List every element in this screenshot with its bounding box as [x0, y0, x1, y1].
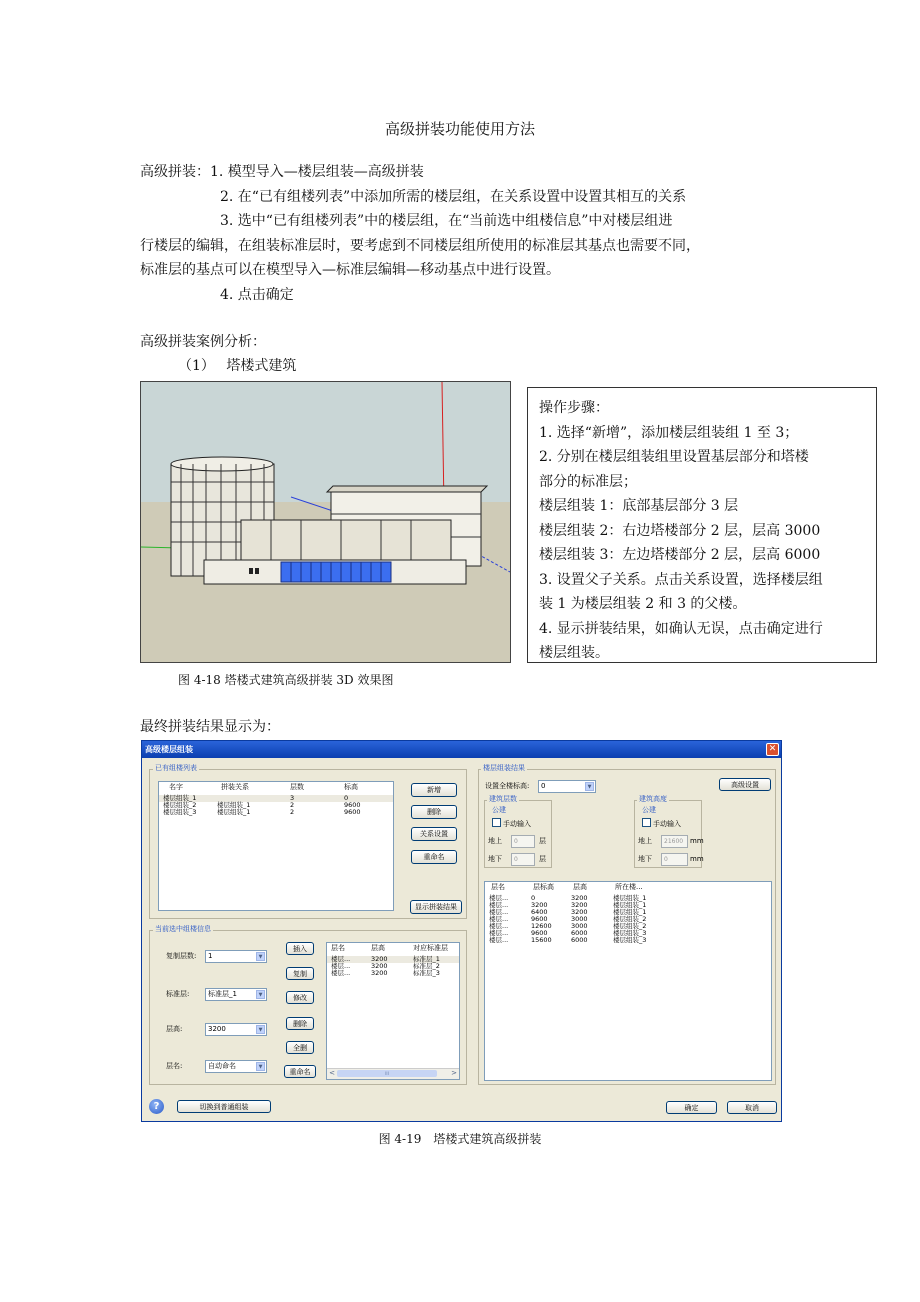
steps-line: 装 1 为楼层组装 2 和 3 的父楼。: [539, 596, 747, 612]
cell: 楼层组装_1: [613, 894, 647, 902]
advanced-floor-assembly-dialog: [141, 740, 782, 1122]
cell: 楼层...: [489, 922, 509, 930]
standard-floor-label: 标准层:: [166, 990, 190, 998]
cell: 楼层...: [489, 901, 509, 909]
figure-caption-4-19: 图 4-19 塔楼式建筑高级拼装: [378, 1132, 542, 1146]
delete-floor-button[interactable]: 删除: [286, 1017, 314, 1030]
col-name: 名字: [169, 783, 183, 791]
chevron-down-icon[interactable]: ▼: [256, 952, 265, 961]
steps-line: 3. 设置父子关系。点击关系设置，选择楼层组: [539, 571, 823, 588]
elevation-label: 设置全楼标高:: [485, 782, 530, 790]
checkbox-icon[interactable]: [492, 818, 501, 827]
delete-group-button[interactable]: 删除: [411, 805, 457, 819]
floor-name-select[interactable]: [205, 1060, 267, 1073]
steps-line: 楼层组装 3：左边塔楼部分 2 层，层高 6000: [539, 547, 821, 563]
floor-unit: 层: [539, 855, 546, 863]
case-item: （1） 塔楼式建筑: [178, 358, 297, 374]
cell: 3200: [371, 955, 388, 963]
existing-list-header: [159, 782, 394, 792]
advanced-settings-button[interactable]: 高级设置: [719, 778, 771, 791]
cell: 楼层...: [489, 929, 509, 937]
floor-name-label: 层名:: [166, 1062, 183, 1070]
chevron-down-icon[interactable]: ▼: [256, 1025, 265, 1034]
cell: 3000: [571, 915, 588, 923]
intro-line-4: 行楼层的编辑，在组装标准层时，要考虑到不同楼层组所使用的标准层其基点也需要不同，: [140, 238, 700, 254]
cell: 12600: [531, 922, 552, 930]
below-ground-label: 地下: [488, 855, 502, 863]
building-3d-image: [140, 381, 511, 663]
below-ground-label: 地下: [638, 855, 652, 863]
scroll-thumb[interactable]: III: [337, 1070, 437, 1077]
horizontal-scrollbar[interactable]: [327, 1068, 459, 1079]
cancel-button[interactable]: 取消: [727, 1101, 777, 1114]
operation-steps-box: [527, 387, 877, 663]
cell: 9600: [344, 808, 361, 816]
cell: 楼层组装_3: [613, 929, 647, 937]
steps-line: 部分的标准层；: [539, 473, 637, 490]
col-floor-name: 层名: [331, 944, 345, 952]
dialog-titlebar: [142, 741, 781, 758]
table-row[interactable]: [159, 809, 394, 816]
copy-count-label: 复制层数:: [166, 952, 197, 960]
cell: 3200: [571, 894, 588, 902]
copy-count-select[interactable]: [205, 950, 267, 963]
dialog-title: 高级楼层组装: [145, 745, 193, 754]
manual-input-label: 手动输入: [503, 820, 531, 828]
cell: 3200: [571, 901, 588, 909]
building-drawing: [141, 382, 510, 662]
modify-button[interactable]: 修改: [286, 991, 314, 1004]
ok-button[interactable]: 确定: [666, 1101, 717, 1114]
intro-line-2: 2. 在“已有组楼列表”中添加所需的楼层组，在关系设置中设置其相互的关系: [220, 189, 687, 205]
steps-line: 楼层组装 1：底部基层部分 3 层: [539, 498, 739, 514]
cell: 楼层...: [489, 915, 509, 923]
above-ground-label: 地上: [488, 837, 502, 845]
existing-list-label: 已有组楼列表: [155, 764, 197, 772]
close-button[interactable]: ✕: [766, 743, 779, 756]
floor-unit: 层: [539, 837, 546, 845]
col-standard-floor: 对应标准层: [413, 944, 448, 952]
switch-normal-button[interactable]: 切换到普通组装: [177, 1100, 271, 1113]
case-heading: 高级拼装案例分析：: [140, 334, 266, 350]
col-relation: 拼装关系: [221, 783, 249, 791]
above-floors-field[interactable]: 0: [511, 835, 535, 848]
cell: 楼层组装_2: [613, 915, 647, 923]
steps-line: 楼层组装 2：右边塔楼部分 2 层，层高 3000: [539, 522, 821, 539]
cell: 9600: [531, 915, 548, 923]
rename-floor-button[interactable]: 重命名: [284, 1065, 316, 1078]
col-floor-name: 层名: [491, 883, 505, 891]
intro-line-3: 3. 选中“已有组楼列表”中的楼层组，在“当前选中组楼信息”中对楼层组进: [220, 213, 673, 229]
manual-height-checkbox[interactable]: [642, 818, 681, 829]
above-ground-label: 地上: [638, 837, 652, 845]
help-icon[interactable]: ?: [149, 1099, 164, 1114]
floor-height-select[interactable]: [205, 1023, 267, 1036]
cell: 标准层_2: [413, 962, 440, 970]
table-row[interactable]: [485, 937, 772, 944]
relation-settings-button[interactable]: 关系设置: [411, 827, 457, 841]
manual-input-label: 手动输入: [653, 820, 681, 828]
cell: 3200: [531, 901, 548, 909]
standard-floor-value: 标准层_1: [208, 990, 237, 998]
steps-line: 1. 选择“新增”，添加楼层组装组 1 至 3；: [539, 424, 799, 441]
cell: 楼层...: [489, 908, 509, 916]
insert-button[interactable]: 插入: [286, 942, 314, 955]
manual-input-checkbox[interactable]: [492, 818, 531, 829]
public-label: 公建: [492, 806, 506, 814]
cell: 2: [290, 801, 295, 809]
chevron-down-icon[interactable]: ▼: [256, 1062, 265, 1071]
current-info-label: 当前选中组楼信息: [155, 925, 211, 933]
cell: 9600: [531, 929, 548, 937]
public-label: 公建: [642, 806, 656, 814]
steps-line: 楼层组装。: [539, 645, 609, 661]
cell: 楼层...: [489, 894, 509, 902]
cell: 楼层...: [489, 936, 509, 944]
copy-button[interactable]: 复制: [286, 967, 314, 980]
cell: 楼层组装_3: [163, 808, 197, 816]
col-floor-elevation: 层标高: [533, 883, 554, 891]
col-group: 所在楼...: [615, 883, 643, 891]
cell: 楼层...: [331, 955, 351, 963]
col-elevation: 标高: [344, 783, 358, 791]
existing-list[interactable]: [158, 781, 394, 911]
intro-line-5: 标准层的基点可以在模型导入—标准层编辑—移动基点中进行设置。: [140, 262, 560, 278]
intro-line-1: 高级拼装：1. 模型导入—楼层组装—高级拼装: [140, 164, 424, 180]
building-height-label: 建筑高度: [639, 795, 667, 803]
chevron-down-icon[interactable]: ▼: [585, 782, 594, 791]
add-button[interactable]: 新增: [411, 783, 457, 797]
cell: 标准层_3: [413, 969, 440, 977]
elevation-value: 0: [541, 782, 546, 790]
steps-line: 2. 分别在楼层组装组里设置基层部分和塔楼: [539, 449, 809, 465]
cell: 6400: [531, 908, 548, 916]
checkbox-icon[interactable]: [642, 818, 651, 827]
cell: 楼层组装_2: [613, 922, 647, 930]
table-row[interactable]: [327, 970, 460, 977]
result-label: 楼层组装结果: [483, 764, 525, 772]
cell: 楼层组装_1: [163, 794, 197, 802]
cell: 楼层组装_1: [613, 901, 647, 909]
rename-group-button[interactable]: 重命名: [411, 850, 457, 864]
col-floor-height: 层高: [573, 883, 587, 891]
cell: 0: [531, 894, 536, 902]
cell: 2: [290, 808, 295, 816]
cell: 6000: [571, 929, 588, 937]
figure-caption-4-18: 图 4-18 塔楼式建筑高级拼装 3D 效果图: [178, 673, 394, 687]
result-list-header: [485, 882, 772, 892]
page-title: 高级拼装功能使用方法: [384, 120, 535, 138]
cell: 楼层组装_1: [613, 908, 647, 916]
scroll-right-icon[interactable]: >: [451, 1069, 457, 1077]
floor-list[interactable]: [326, 942, 460, 1080]
cell: 6000: [571, 936, 588, 944]
chevron-down-icon[interactable]: ▼: [256, 990, 265, 999]
cell: 3200: [371, 969, 388, 977]
cell: 楼层组装_2: [163, 801, 197, 809]
col-floors: 层数: [290, 783, 304, 791]
steps-line: 4. 显示拼装结果，如确认无误，点击确定进行: [539, 620, 823, 637]
result-heading: 最终拼装结果显示为：: [140, 719, 280, 735]
mm-unit: mm: [690, 837, 704, 845]
cell: 0: [344, 794, 349, 802]
cell: 标准层_1: [413, 955, 440, 963]
cell: 楼层组装_1: [217, 808, 251, 816]
delete-all-button[interactable]: 全删: [286, 1041, 314, 1054]
cell: 楼层...: [331, 962, 351, 970]
intro-line-6: 4. 点击确定: [220, 287, 294, 303]
below-floors-field[interactable]: 0: [511, 853, 535, 866]
cell: 3200: [371, 962, 388, 970]
cell: 3200: [571, 908, 588, 916]
copy-count-value: 1: [208, 952, 213, 960]
scroll-left-icon[interactable]: <: [329, 1069, 335, 1077]
floors-count-label: 建筑层数: [489, 795, 517, 803]
above-height-field[interactable]: 21600: [661, 835, 688, 848]
cell: 3000: [571, 922, 588, 930]
floor-name-value: 自动命名: [208, 1062, 236, 1070]
steps-line: 操作步骤：: [539, 400, 609, 416]
col-floor-height: 层高: [371, 944, 385, 952]
cell: 9600: [344, 801, 361, 809]
elevation-select[interactable]: [538, 780, 596, 793]
below-height-field[interactable]: 0: [661, 853, 688, 866]
standard-floor-select[interactable]: [205, 988, 267, 1001]
floor-list-header: [327, 943, 460, 953]
cell: 楼层组装_1: [217, 801, 251, 809]
cell: 楼层组装_3: [613, 936, 647, 944]
mm-unit: mm: [690, 855, 704, 863]
cell: 3: [290, 794, 295, 802]
cell: 15600: [531, 936, 552, 944]
result-list[interactable]: [484, 881, 772, 1081]
cell: 楼层...: [331, 969, 351, 977]
floor-height-label: 层高:: [166, 1025, 183, 1033]
floor-height-value: 3200: [208, 1025, 226, 1033]
show-result-button[interactable]: 显示拼装结果: [410, 900, 462, 914]
